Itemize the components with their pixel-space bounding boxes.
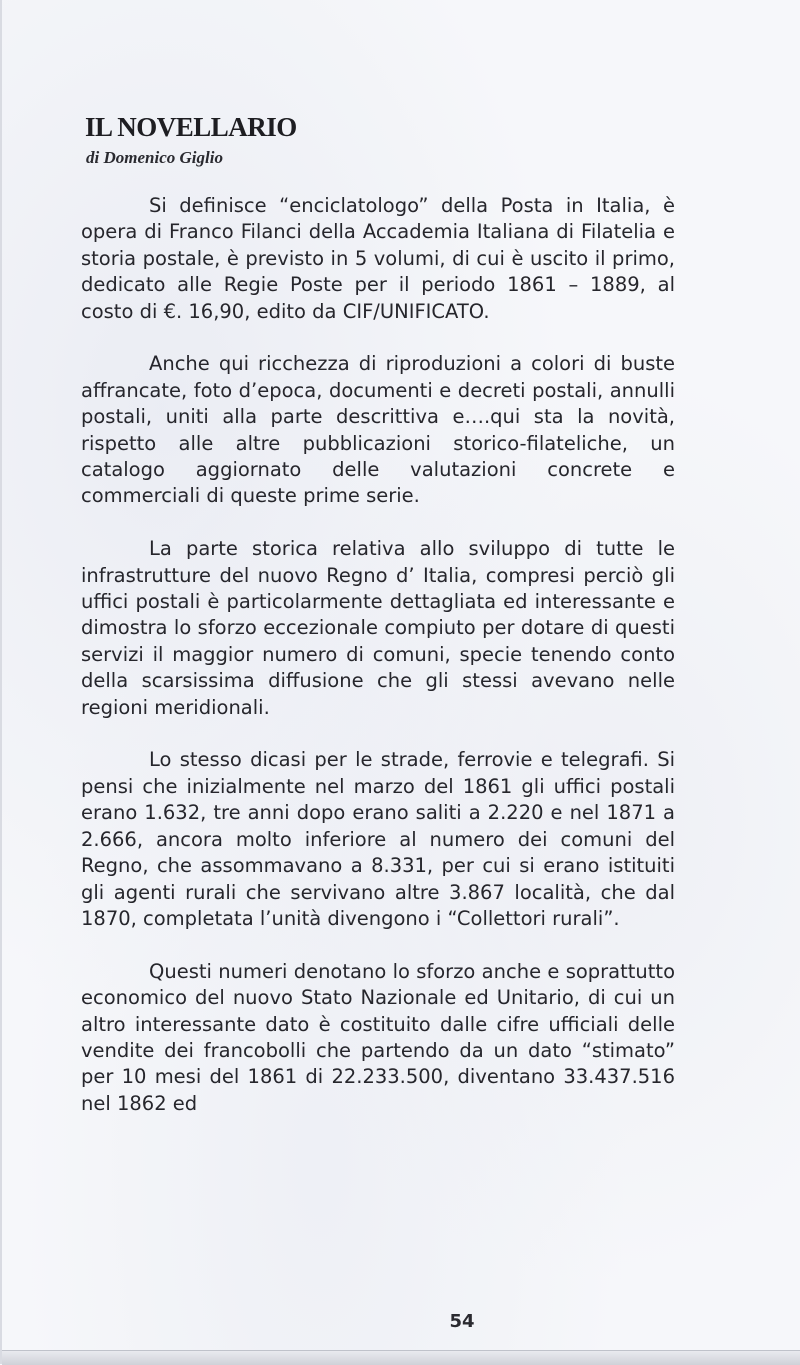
- page-number: 54: [449, 1311, 475, 1332]
- article-body: [81, 193, 675, 1144]
- paragraph: La parte storica relativa allo sviluppo di tutte le infrastrutture del nuovo Regno d’ Italia, compresi perciò gli uffici postali è particolarmente dettagliata ed interessante e dimostra lo sforzo eccezionale compiuto per dotare di questi servizi il maggior numero di comuni, specie tenendo conto della scarsissima diffusione che gli stessi avevano nelle regioni meridionali.: [81, 537, 675, 719]
- article-title: IL NOVELLARIO: [85, 112, 297, 142]
- paragraph: Si definisce “enciclatologo” della Posta in Italia, è opera di Franco Filanci della Accademia Italiana di Filatelia e storia postale, è previsto in 5 volumi, di cui è uscito il primo, dedicato alle Regie Poste per il periodo 1861 – 1889, al costo di €. 16,90, edito da CIF/UNIFICATO.: [81, 194, 675, 323]
- paragraph: Questi numeri denotano lo sforzo anche e soprattutto economico del nuovo Stato Nazionale ed Unitario, di cui un altro interessante dato è costituito dalle cifre ufficiali delle vendite dei francobolli che partendo da un dato “stimato” per 10 mesi del 1861 di 22.233.500, diventano 33.437.516 nel 1862 ed: [81, 959, 675, 1115]
- paragraph: Lo stesso dicasi per le strade, ferrovie e telegrafi. Si pensi che inizialmente nel marzo del 1861 gli uffici postali erano 1.632, tre anni dopo erano saliti a 2.220 e nel 1871 a 2.666, ancora molto inferiore al numero dei comuni del Regno, che assommavano a 8.331, per cui si erano istituiti gli agenti rurali che servivano altre 3.867 località, che dal 1870, completata l’unità divengono i “Collettori rurali”.: [81, 748, 675, 930]
- paragraph: Anche qui ricchezza di riproduzioni a colori di buste affrancate, foto d’epoca, documenti e decreti postali, annulli postali, uniti alla parte descrittiva e….qui sta la novità, rispetto alle altre pubblicazioni storico-filateliche, un catalogo aggiornato delle valutazioni concrete e commerciali di queste prime serie.: [81, 352, 675, 508]
- page-bottom-edge: [2, 1350, 800, 1365]
- article-byline: di Domenico Giglio: [86, 148, 223, 167]
